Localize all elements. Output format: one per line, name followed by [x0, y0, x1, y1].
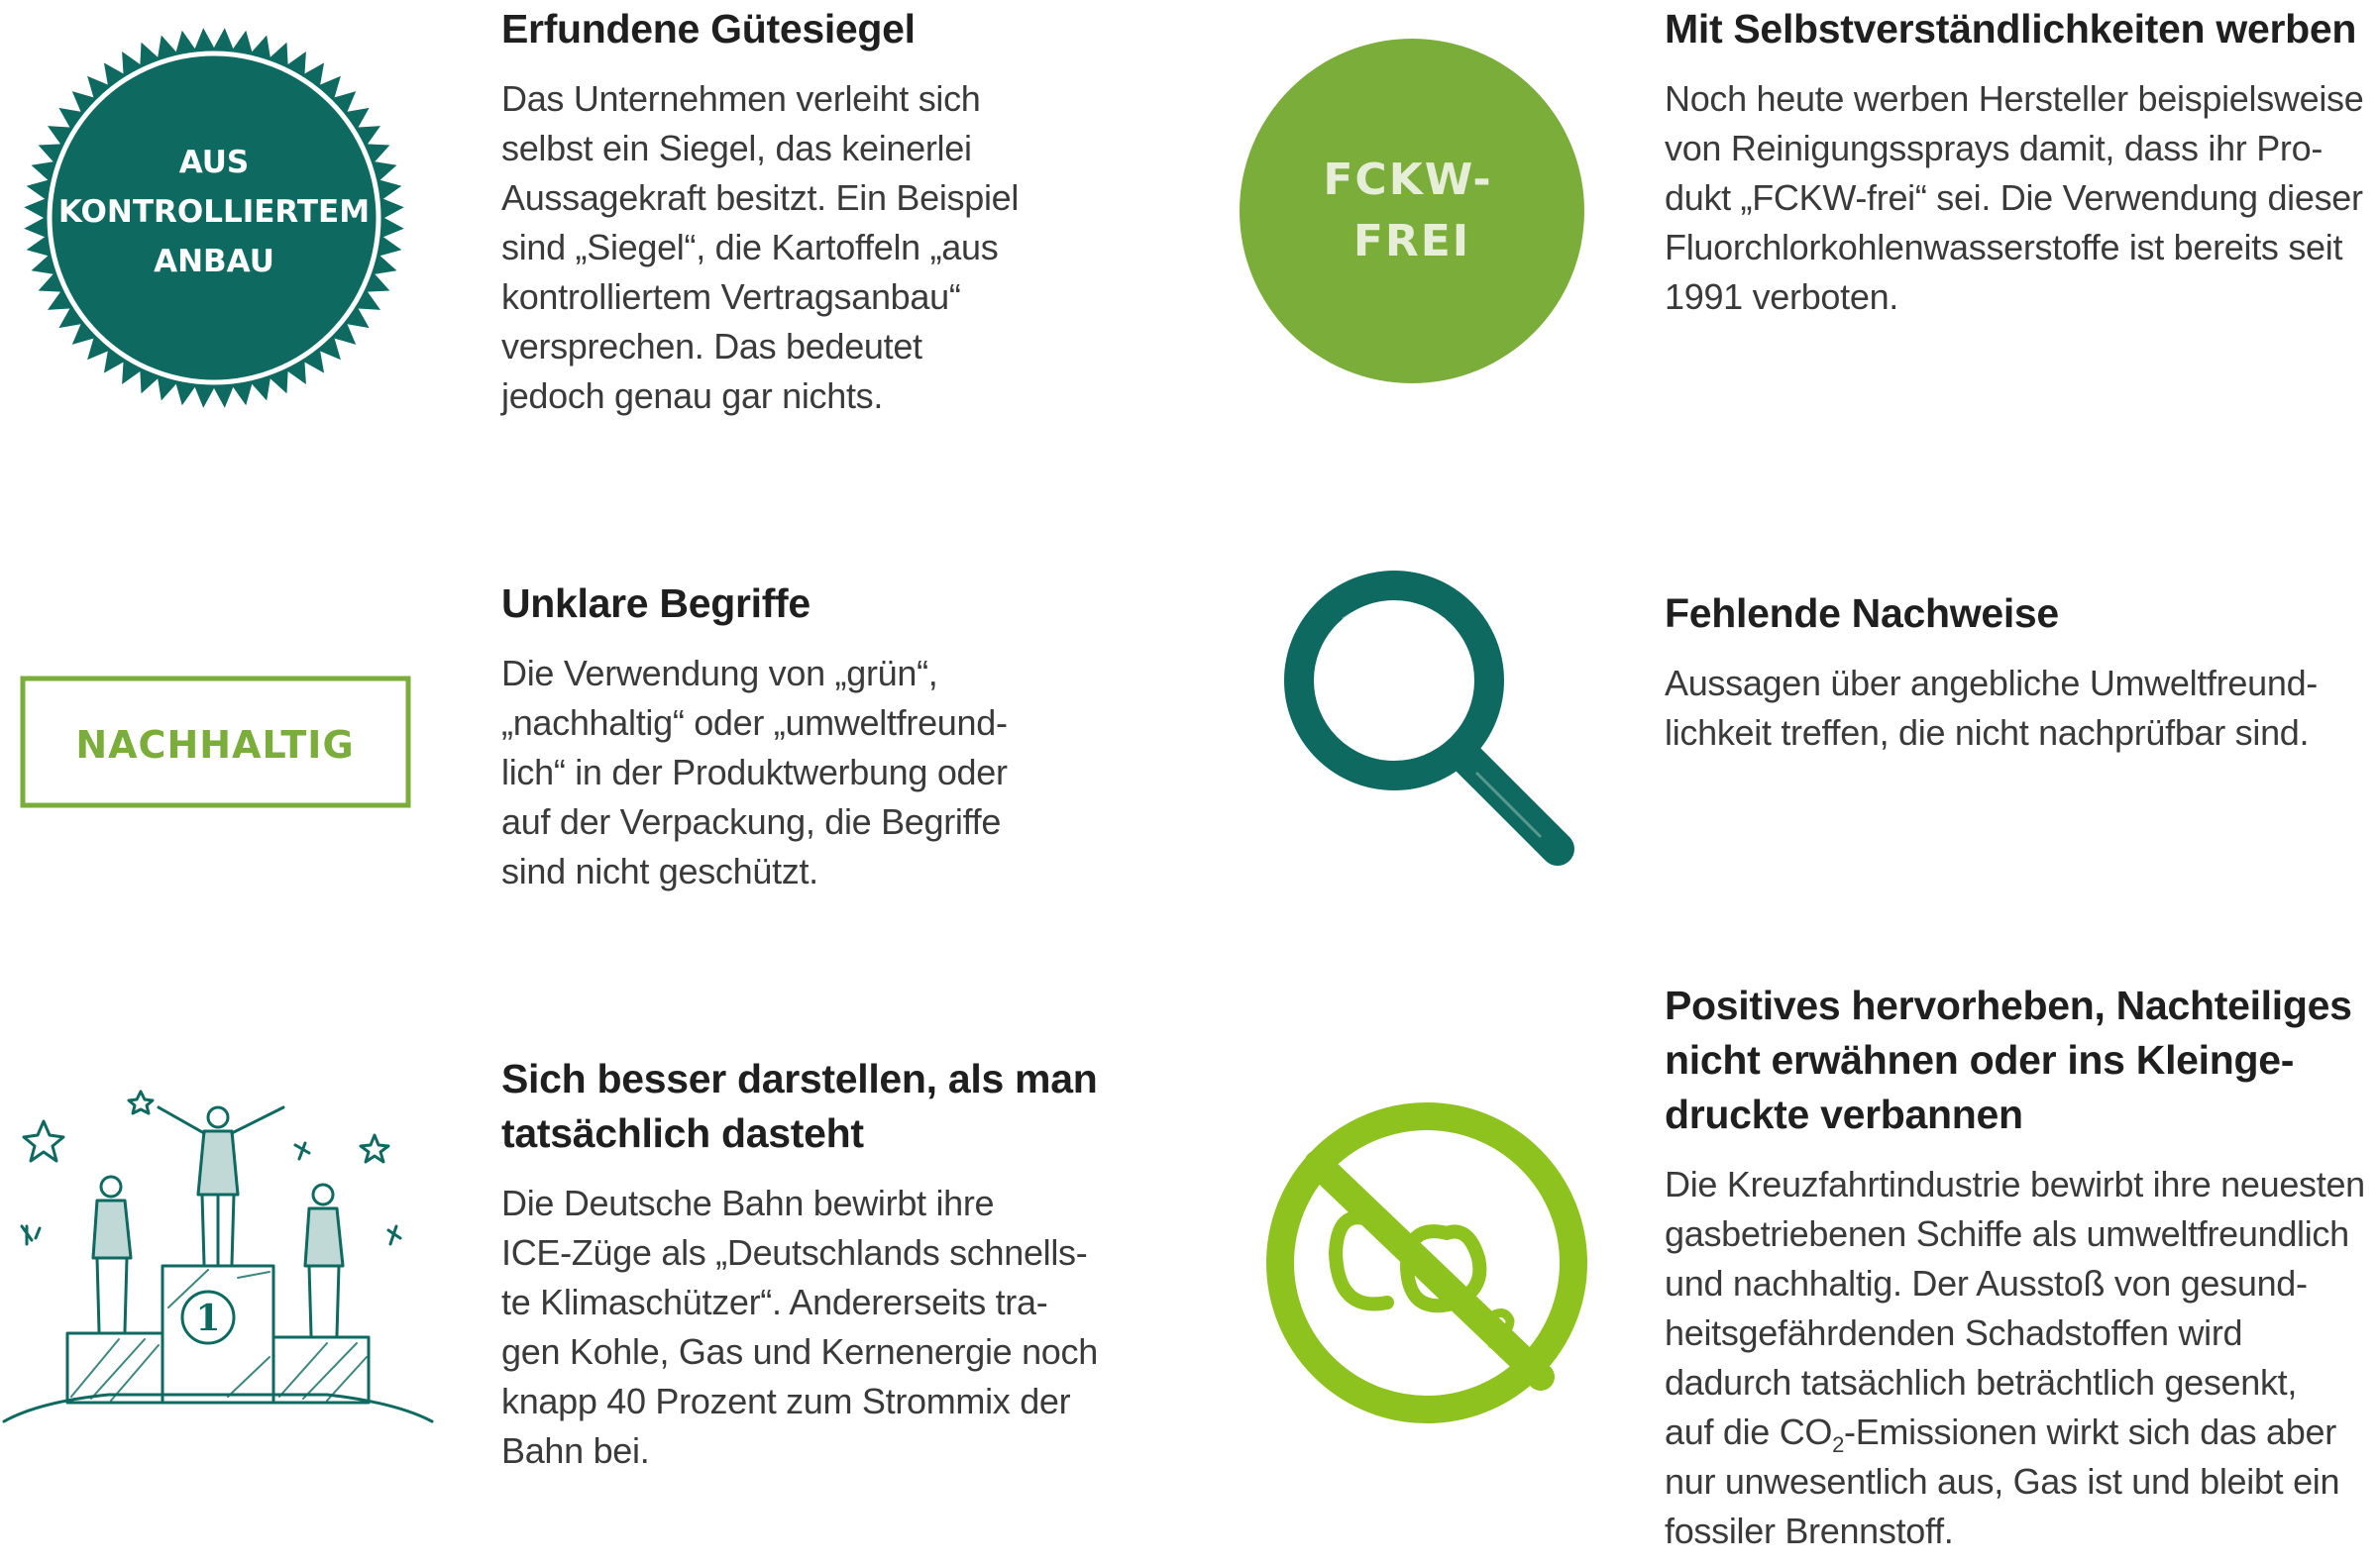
section-text [501, 1179, 1116, 1476]
text-line: Aussagekraft besitzt. Ein Beispiel [501, 177, 1020, 218]
section-text [1665, 74, 2368, 322]
seal-badge-line-1: AUS [178, 145, 250, 180]
nachhaltig-label-text: NACHHALTIG [75, 723, 355, 767]
co2-after: -Emissionen wirkt sich das aber [1844, 1411, 2336, 1452]
text-line: gasbetriebenen Schiffe als umweltfreundlich [1665, 1213, 2349, 1254]
nachhaltig-label-icon [20, 676, 411, 808]
text-line: dadurch tatsächlich beträchtlich gesenkt, [1665, 1362, 2298, 1403]
fckw-frei-circle-icon [1237, 36, 1587, 386]
fckw-badge-line-2: FREI [1352, 216, 1471, 266]
section-title-line: Erfundene Gütesiegel [501, 6, 916, 52]
text-line: selbst ein Siegel, das keinerlei [501, 128, 972, 168]
seal-badge-icon [18, 22, 410, 414]
section-unklare-begriffe [501, 576, 1096, 896]
section-title-line: Unklare Begriffe [501, 580, 811, 626]
seal-badge-line-3: ANBAU [154, 244, 274, 279]
text-line: gen Kohle, Gas und Kernenergie noch [501, 1331, 1098, 1372]
text-line: fossiler Brennstoff. [1665, 1511, 1954, 1551]
text-line: ICE-Züge als „Deutschlands schnells- [501, 1232, 1088, 1273]
section-erfundene-guetesiegel [501, 2, 1096, 421]
section-title-line: nicht erwähnen oder ins Kleinge- [1665, 1037, 2295, 1083]
text-line: Aussagen über angebliche Umweltfreund- [1665, 663, 2318, 703]
section-text [1665, 659, 2368, 758]
section-fehlende-nachweise [1665, 586, 2368, 758]
winners-podium-icon [0, 1080, 436, 1436]
section-title [1665, 586, 2368, 641]
text-line: Noch heute werben Hersteller beispielsweise [1665, 78, 2364, 119]
text-line: Fluorchlorkohlenwasserstoffe ist bereits seit [1665, 227, 2343, 267]
text-line: knapp 40 Prozent zum Strommix der [501, 1381, 1071, 1421]
text-line: Die Kreuzfahrtindustrie bewirbt ihre neuesten [1665, 1164, 2365, 1204]
text-line: jedoch genau gar nichts. [501, 375, 884, 416]
co2-subscript: 2 [1832, 1432, 1845, 1458]
section-title-line: druckte verbannen [1665, 1092, 2023, 1137]
text-line: te Klimaschützer“. Andererseits tra- [501, 1282, 1048, 1322]
section-besser-darstellen [501, 1052, 1116, 1476]
section-title-line: Mit Selbstverständlichkeiten werben [1665, 6, 2357, 52]
text-line: lichkeit treffen, die nicht nachprüfbar sind. [1665, 712, 2310, 753]
text-line-co2 [1665, 1408, 2373, 1457]
section-text [501, 74, 1096, 421]
text-line: nur unwesentlich aus, Gas ist und bleibt ein [1665, 1461, 2340, 1502]
section-title [501, 576, 1096, 631]
co2-before: auf die CO [1665, 1411, 1833, 1452]
text-line: Das Unternehmen verleiht sich [501, 78, 981, 119]
text-line: sind „Siegel“, die Kartoffeln „aus [501, 227, 999, 267]
magnifying-glass-icon [1273, 560, 1580, 877]
section-text [501, 649, 1096, 896]
section-title-line: Fehlende Nachweise [1665, 590, 2059, 636]
fckw-badge-line-1: FCKW- [1323, 155, 1493, 205]
text-line: „nachhaltig“ oder „umweltfreund- [501, 702, 1008, 743]
section-selbstverstaendlichkeiten [1665, 2, 2368, 322]
section-title-line: tatsächlich dasteht [501, 1110, 864, 1156]
section-title [1665, 979, 2373, 1142]
section-positives-hervorheben [1665, 979, 2373, 1556]
section-title-line: Positives hervorheben, Nachteiliges [1665, 983, 2352, 1028]
text-line: von Reinigungssprays damit, dass ihr Pro- [1665, 128, 2324, 168]
section-text [1665, 1160, 2373, 1556]
text-line: dukt „FCKW-frei“ sei. Die Verwendung dieser [1665, 177, 2363, 218]
podium-number: 1 [195, 1298, 221, 1339]
seal-badge-line-2: KONTROLLIERTEM [57, 194, 371, 230]
text-line: lich“ in der Produktwerbung oder [501, 752, 1008, 792]
text-line: und nachhaltig. Der Ausstoß von gesund- [1665, 1263, 2308, 1304]
text-line: versprechen. Das bedeutet [501, 326, 922, 366]
section-title [501, 2, 1096, 56]
text-line: Die Verwendung von „grün“, [501, 653, 938, 693]
section-title [501, 1052, 1116, 1161]
text-line: heitsgefährdenden Schadstoffen wird [1665, 1312, 2243, 1353]
section-title [1665, 2, 2368, 56]
text-line: kontrolliertem Vertragsanbau“ [501, 276, 961, 317]
section-title-line: Sich besser darstellen, als man [501, 1056, 1098, 1101]
text-line: sind nicht geschützt. [501, 851, 818, 891]
text-line: Bahn bei. [501, 1430, 650, 1471]
text-line: auf der Verpackung, die Begriffe [501, 801, 1002, 842]
crossed-out-co2-icon [1258, 1095, 1595, 1431]
text-line: 1991 verboten. [1665, 276, 1898, 317]
text-line: Die Deutsche Bahn bewirbt ihre [501, 1183, 995, 1223]
